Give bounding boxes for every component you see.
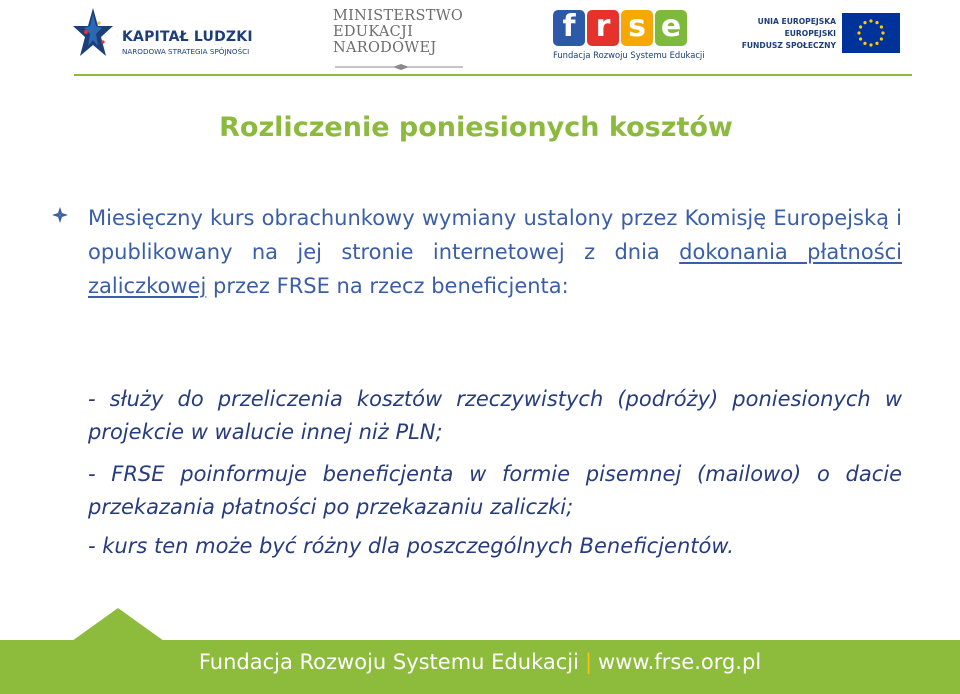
bullet-text-before: Miesięczny kurs obrachunkowy wymiany ustalony przez Komisję Europejską i opublikowany na jej stronie internetowej z dnia <box>88 206 902 264</box>
slide-title: Rozliczenie poniesionych kosztów <box>219 112 733 143</box>
header-divider <box>74 74 912 76</box>
kapital-ludzki-title: KAPITAŁ LUDZKI <box>122 29 253 45</box>
sub-item-3: - kurs ten może być różny dla poszczególnych Beneficjentów. <box>88 534 734 558</box>
kapital-ludzki-logo <box>72 6 262 64</box>
footer-org: Fundacja Rozwoju Systemu Edukacji <box>198 650 579 674</box>
ministry-line-2: EDUKACJI <box>333 24 414 40</box>
footer-text <box>0 650 960 674</box>
frse-subtitle: Fundacja Rozwoju Systemu Edukacji <box>553 50 705 60</box>
eu-line-2: EUROPEJSKI <box>784 29 836 38</box>
footer-separator: | <box>584 650 593 674</box>
header-logos <box>0 0 960 80</box>
frse-letter-s: s <box>621 10 653 46</box>
kapital-ludzki-star-icon <box>72 6 114 64</box>
footer-triangle <box>72 608 164 641</box>
ministry-line-3: NARODOWEJ <box>333 40 437 56</box>
eu-text <box>742 16 836 52</box>
ministry-logo <box>333 8 469 70</box>
eu-line-3: FUNDUSZ SPOŁECZNY <box>741 41 836 50</box>
eu-line-1: UNIA EUROPEJSKA <box>757 17 836 26</box>
bullet-text-after: przez FRSE na rzecz beneficjenta: <box>206 274 569 298</box>
eu-logo <box>741 13 900 57</box>
bullet-paragraph <box>88 201 902 303</box>
frse-letters <box>553 10 687 48</box>
ministry-line-1: MINISTERSTWO <box>333 8 464 24</box>
footer-url: www.frse.org.pl <box>598 650 762 674</box>
ministry-pen-icon <box>335 63 463 71</box>
eu-flag-icon <box>842 13 900 53</box>
bullet-diamond-icon <box>52 207 68 223</box>
frse-letter-r: r <box>587 10 619 46</box>
frse-logo <box>553 9 705 64</box>
sub-item-1: - służy do przeliczenia kosztów rzeczywistych (podróży) poniesionych w projekcie w walucie innej niż PLN; <box>88 387 902 444</box>
frse-letter-e: e <box>655 10 687 46</box>
frse-letter-f: f <box>553 10 585 46</box>
kapital-ludzki-subtitle: NARODOWA STRATEGIA SPÓJNOŚCI <box>122 47 250 56</box>
bullet-text-underlined: dokonania płatności zaliczkowej <box>88 240 903 298</box>
sub-item-2: - FRSE poinformuje beneficjenta w formie pisemnej (mailowo) o dacie przekazania płatności po przekazaniu zaliczki; <box>88 462 902 519</box>
